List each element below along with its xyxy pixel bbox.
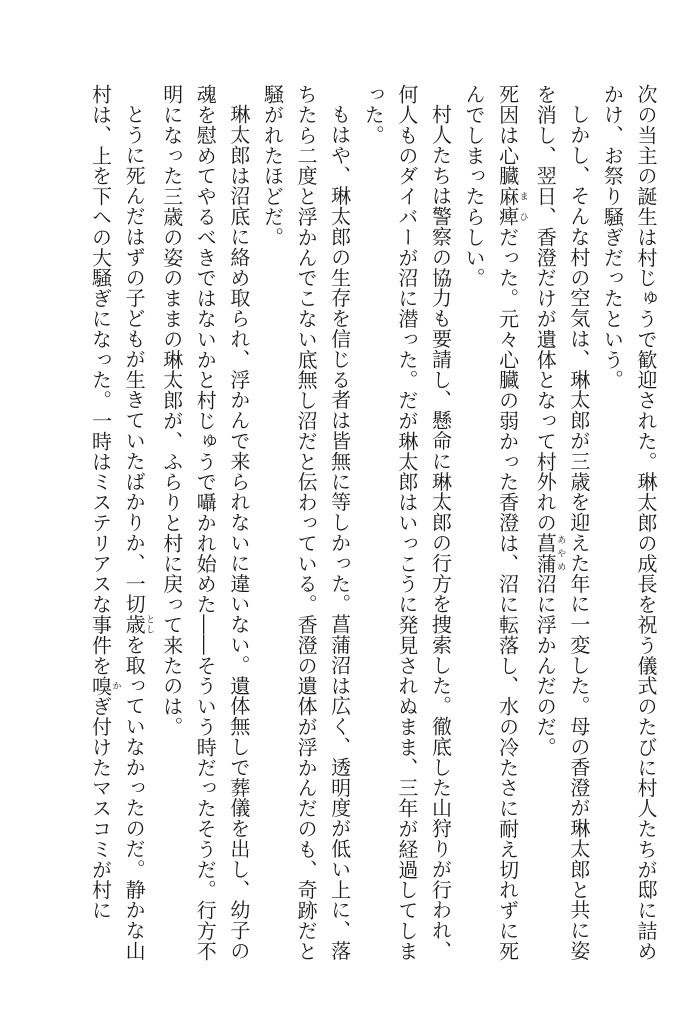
ruby-base: 痺: [495, 206, 520, 227]
text-segment: 沼に浮かんだのだ。: [533, 573, 558, 758]
ruby-reading: ひ: [517, 206, 528, 227]
ruby-base: 麻: [495, 186, 520, 207]
text-segment: ぎ付けたマスコミが村に: [88, 696, 113, 921]
ruby-reading: か: [110, 675, 121, 697]
text-segment: だった。元々心臓の弱かった香澄は、沼に転落し、水の冷たさに耐え切れずに死んでしまったらしい。: [462, 84, 520, 962]
ruby-annotation: [122, 614, 155, 635]
text-segment: しかし、そんな村の空気は、琳太郎が三歳を迎えた年に一変した。母の香澄が琳太郎と共に姿を消し、翌日、香澄だけが遺体となって村外れの: [533, 84, 591, 961]
paragraph: [356, 84, 457, 964]
ruby-reading: ま: [517, 186, 528, 207]
text-segment: もはや、琳太郎の生存を信じる者は皆無に等しかった。菖蒲沼は広く、透明度が低い上に、落ちたら二度と浮かんでこない底無し沼だと伝わっている。香澄の遺体が浮かんだのも、奇跡だと騒がれたほどだ。: [260, 84, 352, 962]
vertical-text-body: [32, 84, 662, 964]
paragraph: [456, 84, 527, 964]
paragraph: [255, 84, 356, 964]
text-segment: 琳太郎は沼底に絡め取られ、浮かんで来られないに違いない。遺体無しで葬儀を出し、幼子の魂を慰めてやるべきではないかと村じゅうで囁かれ始めた――そういう時だったそうだ。行方不明になった三歳の姿のままの琳太郎が、ふらりと村に戻って来たのは。: [159, 84, 251, 962]
ruby-base: 嗅: [88, 675, 113, 697]
ruby-base: 菖蒲: [533, 532, 558, 574]
text-segment: とうに死んだはずの子どもが生きていたばかりか、一切: [122, 104, 147, 614]
ruby-annotation: [533, 532, 566, 574]
paragraph: [528, 84, 595, 964]
ruby-annotation: [88, 675, 121, 697]
ruby-reading: あやめ: [555, 532, 566, 574]
paragraph: [595, 84, 662, 964]
ruby-annotation: [495, 186, 528, 207]
text-segment: を取っていなかったのだ。静かな山村は、上を下への大騒ぎになった。一時はミステリアスな事件を: [88, 84, 147, 961]
ruby-annotation: [495, 206, 528, 227]
ruby-base: 歳: [122, 614, 147, 635]
text-segment: 死因は心臓: [495, 84, 520, 186]
text-segment: 村人たちは警察の協力も要請し、懸命に琳太郎の行方を捜索した。徹底した山狩りが行われ、何人ものダイバーが沼に潜った。だが琳太郎はいっこうに発見されぬまま、三年が経過してしまった。: [361, 84, 453, 962]
paragraph: [154, 84, 255, 964]
text-segment: 次の当主の誕生は村じゅうで歓迎された。琳太郎の成長を祝う儀式のたびに村人たちが邸に詰めかけ、お祭り騒ぎだったという。: [600, 84, 658, 962]
ruby-reading: とし: [144, 614, 155, 635]
paragraph: [83, 84, 154, 964]
